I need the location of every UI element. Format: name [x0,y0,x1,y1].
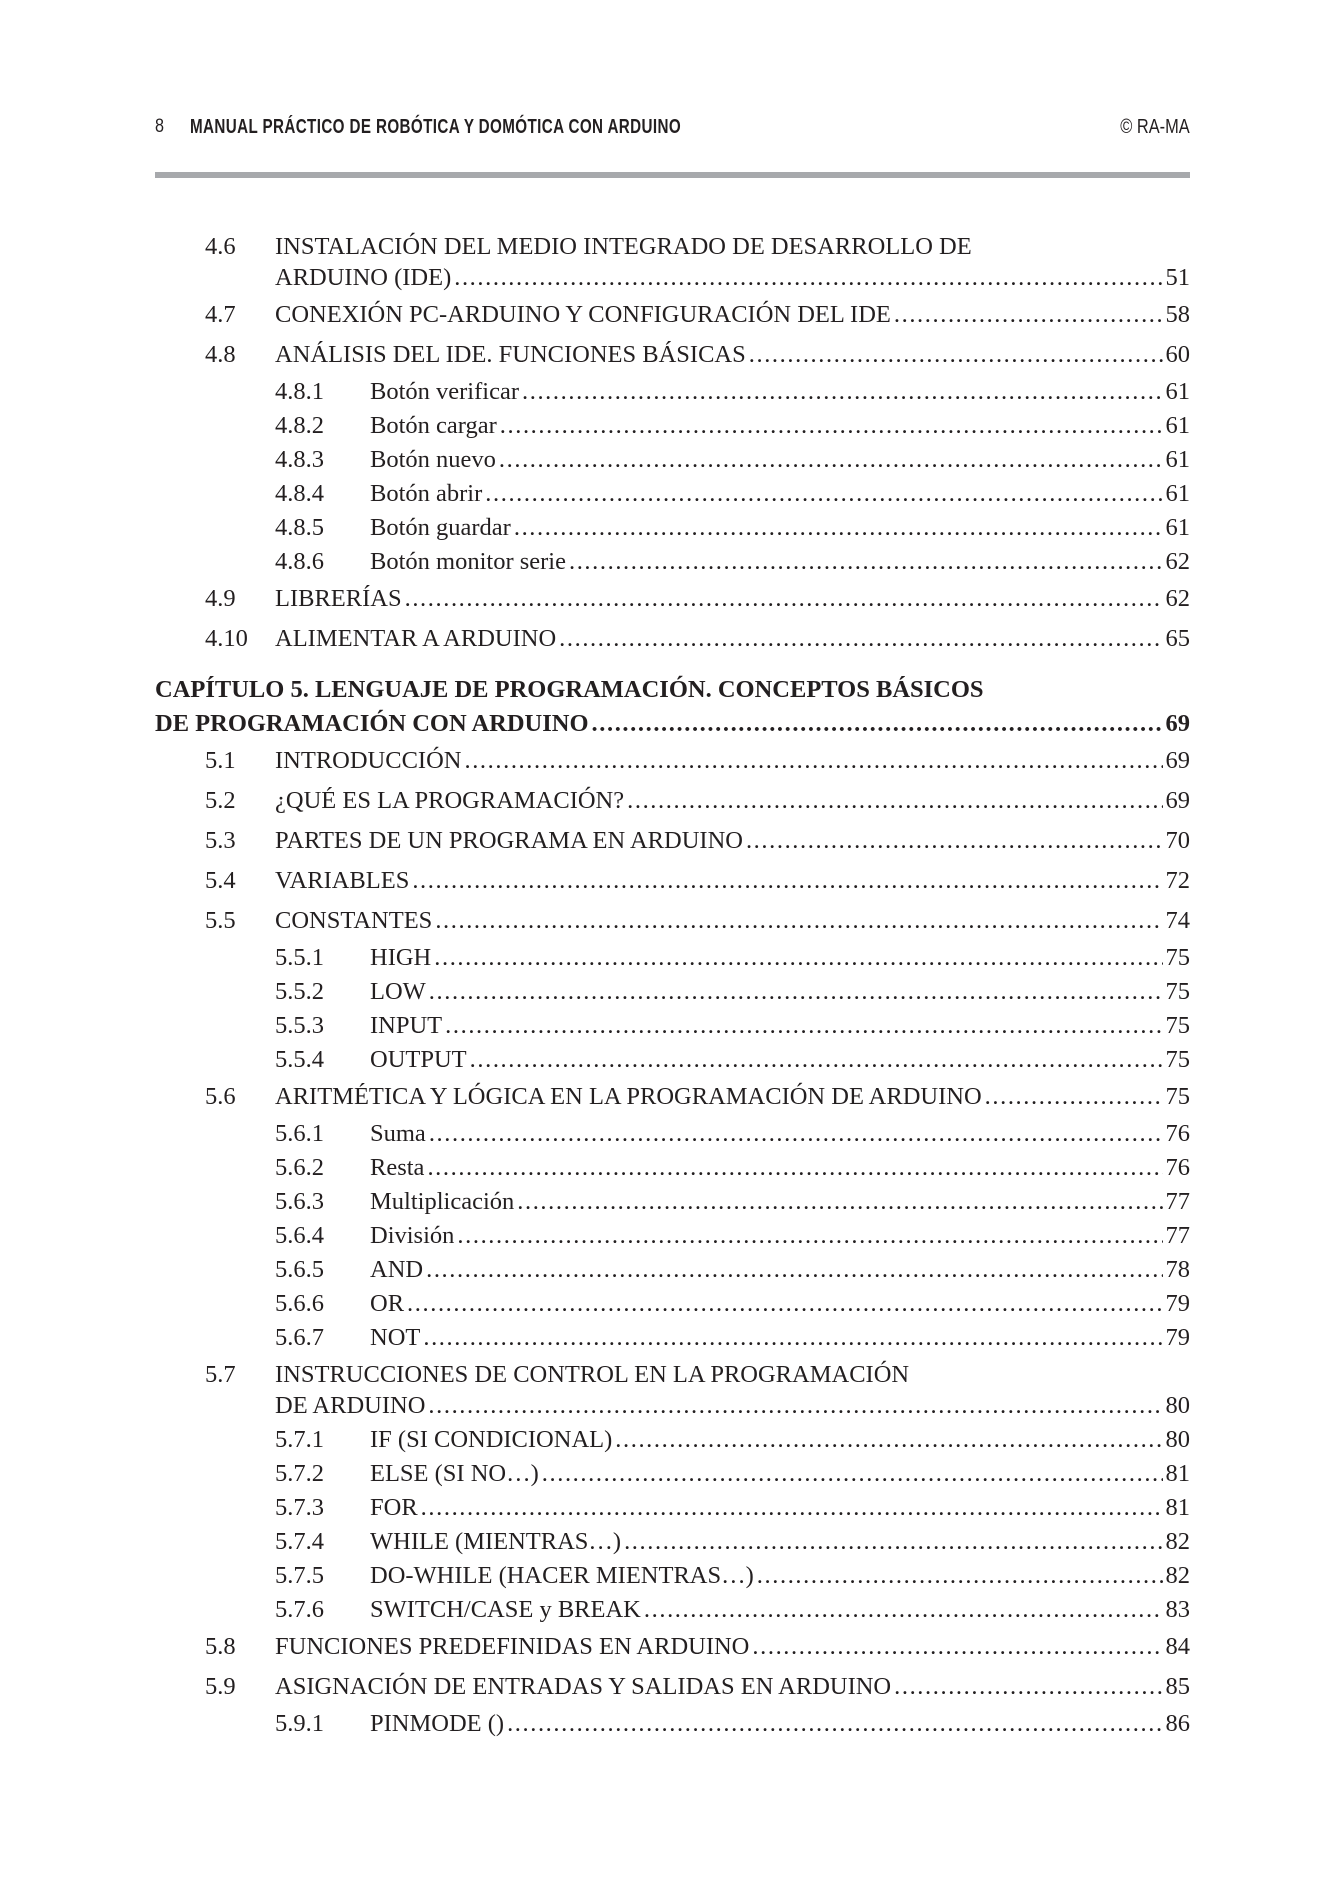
toc-entry-number: 5.7 [205,1361,236,1388]
toc-entry-page: 51 [1165,264,1190,291]
toc-entry[interactable] [155,1185,1190,1219]
dot-leader [746,821,1163,861]
dot-leader [757,1559,1163,1593]
dot-leader [542,1457,1163,1491]
toc-entry-line [370,409,1190,443]
toc-entry-number: 4.8 [205,341,236,368]
toc-entry-title: NOT [370,1324,421,1351]
toc-entry[interactable] [155,1117,1190,1151]
toc-entry[interactable] [155,477,1190,511]
running-header [155,110,1190,144]
toc-chapter-entry[interactable] [155,707,1190,741]
toc-entry-page: 74 [1165,907,1190,934]
toc-entry[interactable] [155,1151,1190,1185]
toc-entry[interactable] [155,1355,1190,1389]
toc-entry[interactable] [155,1491,1190,1525]
toc-entry[interactable] [155,1043,1190,1077]
toc-entry-line [370,1117,1190,1151]
toc-entry-number: 4.8.6 [275,548,324,575]
toc-entry-line [370,1593,1190,1627]
dot-leader [435,901,1162,941]
toc-entry-title: OUTPUT [370,1046,467,1073]
toc-entry-page: 69 [1165,747,1190,774]
toc-entry-line [275,335,1190,375]
toc-entry-number: 5.6.7 [275,1324,324,1351]
toc-entry-title: PINMODE () [370,1710,505,1737]
toc-entry-page: 79 [1165,1290,1190,1317]
toc-entry-page: 61 [1165,446,1190,473]
toc-entry-number: 5.7.1 [275,1426,324,1453]
toc-entry-page: 80 [1165,1426,1190,1453]
toc-entry-page: 76 [1165,1120,1190,1147]
toc-entry[interactable] [155,1525,1190,1559]
toc-entry-title: ARITMÉTICA Y LÓGICA EN LA PROGRAMACIÓN DE ARDUINO [275,1083,982,1110]
toc-entry-page: 58 [1165,301,1190,328]
dot-leader [499,443,1163,477]
toc-entry-line [275,821,1190,861]
dot-leader [500,409,1163,443]
toc-entry-number: 5.7.2 [275,1460,324,1487]
toc-entry[interactable] [155,975,1190,1009]
toc-entry[interactable] [155,1667,1190,1707]
toc-entry[interactable] [155,443,1190,477]
toc-entry-title: HIGH [370,944,432,971]
toc-entry-number: 5.2 [205,787,236,814]
toc-entry-title: AND [370,1256,424,1283]
toc-entry-line [370,1219,1190,1253]
toc-entry-number: 5.4 [205,867,236,894]
dot-leader [514,511,1163,545]
toc-entry-page: 76 [1165,1154,1190,1181]
toc-entry-line [275,1627,1190,1667]
toc-entry[interactable] [155,619,1190,659]
toc-entry-page: 75 [1165,944,1190,971]
toc-entry-line [370,1707,1190,1741]
dot-leader [644,1593,1163,1627]
dot-leader [405,579,1163,619]
toc-entry-title: LIBRERÍAS [275,585,402,612]
toc-entry-title: ASIGNACIÓN DE ENTRADAS Y SALIDAS EN ARDUINO [275,1673,892,1700]
toc-entry-line [370,1457,1190,1491]
toc-entry-title: Botón nuevo [370,446,496,473]
dot-leader [434,941,1162,975]
dot-leader [615,1423,1162,1457]
toc-entry-number: 5.9 [205,1673,236,1700]
toc-entry-number: 5.5 [205,907,236,934]
toc-entry-title: INSTRUCCIONES DE CONTROL EN LA PROGRAMACIÓN [275,1361,910,1388]
toc-entry-page: 61 [1165,378,1190,405]
toc-entry-title: ANÁLISIS DEL IDE. FUNCIONES BÁSICAS [275,341,746,368]
toc-entry-title: CONEXIÓN PC-ARDUINO Y CONFIGURACIÓN DEL IDE [275,301,891,328]
toc-entry-line [275,295,1190,335]
toc-entry[interactable] [155,941,1190,975]
toc-entry-line [370,477,1190,511]
toc-entry-page: 60 [1165,341,1190,368]
toc-entry-title: Botón abrir [370,480,483,507]
toc-entry-page: 84 [1165,1633,1190,1660]
toc-entry-line [370,1525,1190,1559]
toc-entry[interactable] [155,295,1190,335]
toc-entry-title: IF (SI CONDICIONAL) [370,1426,613,1453]
toc-entry-page: 65 [1165,625,1190,652]
toc-entry-line [370,1151,1190,1185]
toc-entry-title: Botón cargar [370,412,497,439]
toc-entry-number: 4.8.3 [275,446,324,473]
toc-entry[interactable] [155,741,1190,781]
dot-leader [429,1117,1163,1151]
toc-entry[interactable] [155,1559,1190,1593]
toc-chapter-entry[interactable] [155,673,1190,707]
toc-entry-line [370,1559,1190,1593]
toc-entry-title: DE PROGRAMACIÓN CON ARDUINO [155,710,589,737]
toc-entry-title: Resta [370,1154,425,1181]
toc-entry-line [370,1185,1190,1219]
dot-leader [507,1707,1162,1741]
toc-entry-number: 4.8.4 [275,480,324,507]
toc-entry-number: 5.6.2 [275,1154,324,1181]
book-title: MANUAL PRÁCTICO DE ROBÓTICA Y DOMÓTICA CON ARDUINO [190,116,682,138]
toc-entry[interactable] [155,1593,1190,1627]
toc-entry-line [155,707,1190,741]
toc-entry-number: 5.7.5 [275,1562,324,1589]
dot-leader [426,1253,1162,1287]
toc-entry[interactable] [155,409,1190,443]
toc-entry-page: 85 [1165,1673,1190,1700]
toc-entry-line [370,1253,1190,1287]
dot-leader [752,1627,1162,1667]
toc-entry-title: CONSTANTES [275,907,433,934]
toc-entry[interactable] [155,1253,1190,1287]
toc-entry-page: 75 [1165,978,1190,1005]
toc-entry-page: 75 [1165,1083,1190,1110]
dot-leader [894,295,1163,335]
toc-entry-page: 77 [1165,1222,1190,1249]
toc-entry-title: ELSE (SI NO…) [370,1460,539,1487]
toc-entry-number: 5.9.1 [275,1710,324,1737]
dot-leader [427,1151,1162,1185]
toc-entry[interactable] [155,1389,1190,1423]
toc-entry-title: FUNCIONES PREDEFINIDAS EN ARDUINO [275,1633,750,1660]
toc-entry[interactable] [155,545,1190,579]
toc-entry-number: 4.9 [205,585,236,612]
toc-entry[interactable] [155,261,1190,295]
dot-leader [428,1389,1162,1423]
toc-entry-line [275,1389,1190,1423]
toc-entry-title: DE ARDUINO [275,1392,426,1419]
toc-entry[interactable] [155,335,1190,375]
toc-entry[interactable] [155,227,1190,261]
toc-entry[interactable] [155,861,1190,901]
toc-entry-title: ARDUINO (IDE) [275,264,452,291]
toc-entry-line [275,1667,1190,1707]
dot-leader [749,335,1163,375]
toc-entry-line [370,443,1190,477]
dot-leader [627,781,1162,821]
dot-leader [412,861,1162,901]
toc-entry-title: Multiplicación [370,1188,515,1215]
toc-entry-number: 5.6.4 [275,1222,324,1249]
dot-leader [592,707,1163,741]
dot-leader [517,1185,1162,1219]
toc-entry-page: 77 [1165,1188,1190,1215]
toc-entry-line [370,511,1190,545]
dot-leader [464,741,1162,781]
toc-entry-page: 82 [1165,1528,1190,1555]
dot-leader [470,1043,1163,1077]
toc-entry-line [275,579,1190,619]
toc-entry-number: 5.6.6 [275,1290,324,1317]
toc-entry-page: 62 [1165,585,1190,612]
toc-entry-page: 80 [1165,1392,1190,1419]
toc-entry-number: 5.7.4 [275,1528,324,1555]
toc-entry[interactable] [155,1219,1190,1253]
dot-leader [624,1525,1162,1559]
toc-entry-title: Botón verificar [370,378,519,405]
toc-entry-title: Suma [370,1120,426,1147]
toc-entry-title: SWITCH/CASE y BREAK [370,1596,641,1623]
toc-entry-page: 69 [1165,710,1190,737]
toc-entry-page: 75 [1165,1046,1190,1073]
toc-entry-number: 4.8.1 [275,378,324,405]
toc-entry-page: 72 [1165,867,1190,894]
toc-entry-title: Botón monitor serie [370,548,566,575]
publisher-mark: © RA-MA [1120,116,1190,138]
toc-entry-number: 5.6.5 [275,1256,324,1283]
toc-entry-title: INTRODUCCIÓN [275,747,462,774]
toc-entry-line [155,673,1190,707]
toc-entry-title: VARIABLES [275,867,410,894]
toc-entry-page: 78 [1165,1256,1190,1283]
toc-entry-number: 5.5.4 [275,1046,324,1073]
dot-leader [522,375,1163,409]
toc-entry-title: ALIMENTAR A ARDUINO [275,625,557,652]
toc-entry[interactable] [155,511,1190,545]
toc-entry-page: 61 [1165,514,1190,541]
dot-leader [559,619,1162,659]
toc-entry-title: WHILE (MIENTRAS…) [370,1528,622,1555]
toc-entry-number: 4.6 [205,233,236,260]
dot-leader [407,1287,1162,1321]
dot-leader [485,477,1162,511]
toc-entry-line [275,901,1190,941]
dot-leader [457,1219,1162,1253]
toc-entry-number: 4.7 [205,301,236,328]
toc-entry-line [370,1009,1190,1043]
toc-entry-page: 61 [1165,480,1190,507]
toc-entry-page: 86 [1165,1710,1190,1737]
toc-entry-line [370,941,1190,975]
toc-entry[interactable] [155,1009,1190,1043]
toc-entry[interactable] [155,821,1190,861]
toc-entry-line [275,781,1190,821]
toc-entry-number: 4.8.2 [275,412,324,439]
toc-entry-number: 5.1 [205,747,236,774]
toc-entry-number: 5.7.6 [275,1596,324,1623]
toc-entry[interactable] [155,1423,1190,1457]
toc-entry[interactable] [155,1287,1190,1321]
toc-entry-number: 5.6.3 [275,1188,324,1215]
toc-entry[interactable] [155,579,1190,619]
table-of-contents [155,227,1190,1741]
toc-entry-number: 4.8.5 [275,514,324,541]
toc-entry-number: 5.5.2 [275,978,324,1005]
toc-entry-line [370,1287,1190,1321]
toc-entry-page: 79 [1165,1324,1190,1351]
toc-entry-page: 83 [1165,1596,1190,1623]
toc-entry-line [370,1491,1190,1525]
toc-entry-page: 69 [1165,787,1190,814]
toc-entry-line [275,741,1190,781]
toc-entry-line [275,861,1190,901]
dot-leader [894,1667,1162,1707]
toc-entry[interactable] [155,1077,1190,1117]
toc-entry-number: 4.10 [205,625,248,652]
toc-entry-title: Botón guardar [370,514,511,541]
toc-entry-title: DO-WHILE (HACER MIENTRAS…) [370,1562,754,1589]
dot-leader [421,1491,1163,1525]
dot-leader [445,1009,1162,1043]
toc-entry-title: INPUT [370,1012,443,1039]
toc-entry-page: 82 [1165,1562,1190,1589]
toc-entry-title: ¿QUÉ ES LA PROGRAMACIÓN? [275,787,625,814]
dot-leader [429,975,1163,1009]
dot-leader [569,545,1163,579]
toc-entry-number: 5.8 [205,1633,236,1660]
toc-entry[interactable] [155,1707,1190,1741]
dot-leader [423,1321,1162,1355]
toc-entry-title: División [370,1222,455,1249]
toc-entry-title: OR [370,1290,405,1317]
toc-entry[interactable] [155,781,1190,821]
toc-entry-page: 70 [1165,827,1190,854]
toc-entry[interactable] [155,1321,1190,1355]
toc-entry-page: 81 [1165,1460,1190,1487]
toc-entry-title: LOW [370,978,426,1005]
toc-entry-page: 75 [1165,1012,1190,1039]
toc-entry-number: 5.6.1 [275,1120,324,1147]
toc-entry-line [370,375,1190,409]
toc-entry-number: 5.5.1 [275,944,324,971]
toc-entry-number: 5.5.3 [275,1012,324,1039]
toc-entry-number: 5.6 [205,1083,236,1110]
toc-entry-page: 61 [1165,412,1190,439]
toc-entry[interactable] [155,375,1190,409]
toc-entry-number: 5.7.3 [275,1494,324,1521]
page-number: 8 [155,116,164,137]
toc-entry-page: 62 [1165,548,1190,575]
toc-entry-number: 5.3 [205,827,236,854]
toc-entry-line [370,1043,1190,1077]
toc-entry[interactable] [155,1627,1190,1667]
toc-entry-title: FOR [370,1494,418,1521]
toc-entry-title: PARTES DE UN PROGRAMA EN ARDUINO [275,827,743,854]
toc-entry[interactable] [155,1457,1190,1491]
toc-entry-title: CAPÍTULO 5. LENGUAJE DE PROGRAMACIÓN. CONCEPTOS BÁSICOS [155,676,984,703]
toc-entry-line [275,1077,1190,1117]
dot-leader [454,261,1162,295]
toc-entry-title: INSTALACIÓN DEL MEDIO INTEGRADO DE DESARROLLO DE [275,233,972,260]
dot-leader [985,1077,1163,1117]
toc-entry-line [370,1423,1190,1457]
header-rule [155,172,1190,178]
toc-entry-line [370,545,1190,579]
toc-entry[interactable] [155,901,1190,941]
toc-entry-line [370,975,1190,1009]
toc-entry-line [370,1321,1190,1355]
toc-entry-line [275,619,1190,659]
toc-entry-page: 81 [1165,1494,1190,1521]
toc-entry-line [275,261,1190,295]
